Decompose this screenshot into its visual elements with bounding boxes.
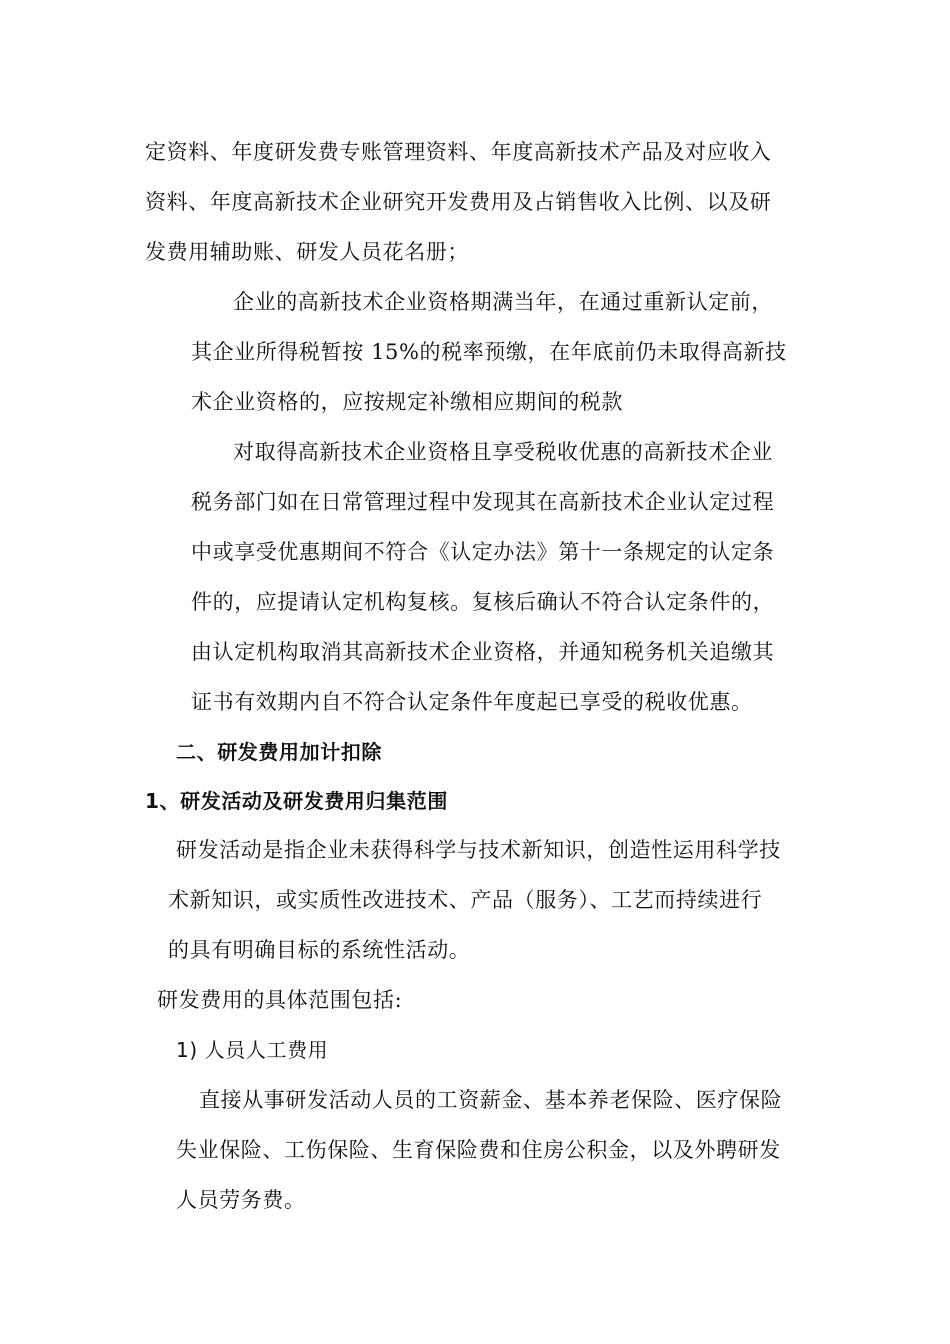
paragraph-line: 由认定机构取消其高新技术企业资格，并通知税务机关追缴其 [191, 640, 775, 664]
paragraph-line: 资料、年度高新技术企业研究开发费用及占销售收入比例、以及研 [145, 190, 772, 214]
section-heading: 二、研发费用加计扣除 [176, 740, 382, 764]
paragraph-line: 术新知识，或实质性改进技术、产品（服务）、工艺而持续进行 [168, 888, 763, 912]
paragraph-line: 中或享受优惠期间不符合《认定办法》第十一条规定的认定条 [191, 540, 775, 564]
subsection-heading: 1、研发活动及研发费用归集范围 [145, 789, 448, 813]
paragraph-line: 对取得高新技术企业资格且享受税收优惠的高新技术企业 [233, 440, 773, 464]
paragraph-line: 企业的高新技术企业资格期满当年，在通过重新认定前， [233, 290, 773, 314]
paragraph-line: 定资料、年度研发费专账管理资料、年度高新技术产品及对应收入 [145, 140, 772, 164]
paragraph-line: 直接从事研发活动人员的工资薪金、基本养老保险、医疗保险 [199, 1088, 783, 1112]
paragraph-line: 其企业所得税暂按 15%的税率预缴，在年底前仍未取得高新技 [191, 340, 787, 364]
paragraph-line: 术企业资格的，应按规定补缴相应期间的税款 [191, 390, 623, 414]
paragraph-line: 发费用辅助账、研发人员花名册； [145, 240, 469, 264]
paragraph-line: 证书有效期内自不符合认定条件年度起已享受的税收优惠。 [191, 690, 753, 714]
paragraph-line: 税务部门如在日常管理过程中发现其在高新技术企业认定过程 [191, 490, 775, 514]
paragraph-line: 的具有明确目标的系统性活动。 [168, 938, 471, 962]
paragraph-line: 失业保险、工伤保险、生育保险费和住房公积金，以及外聘研发 [176, 1138, 781, 1162]
paragraph-line: 研发活动是指企业未获得科学与技术新知识，创造性运用科学技 [176, 838, 781, 862]
paragraph-line: 研发费用的具体范围包括: [157, 988, 403, 1012]
paragraph-line: 人员劳务费。 [176, 1188, 306, 1212]
list-item-title: 1) 人员人工费用 [176, 1038, 329, 1062]
paragraph-line: 件的，应提请认定机构复核。复核后确认不符合认定条件的， [191, 590, 775, 614]
